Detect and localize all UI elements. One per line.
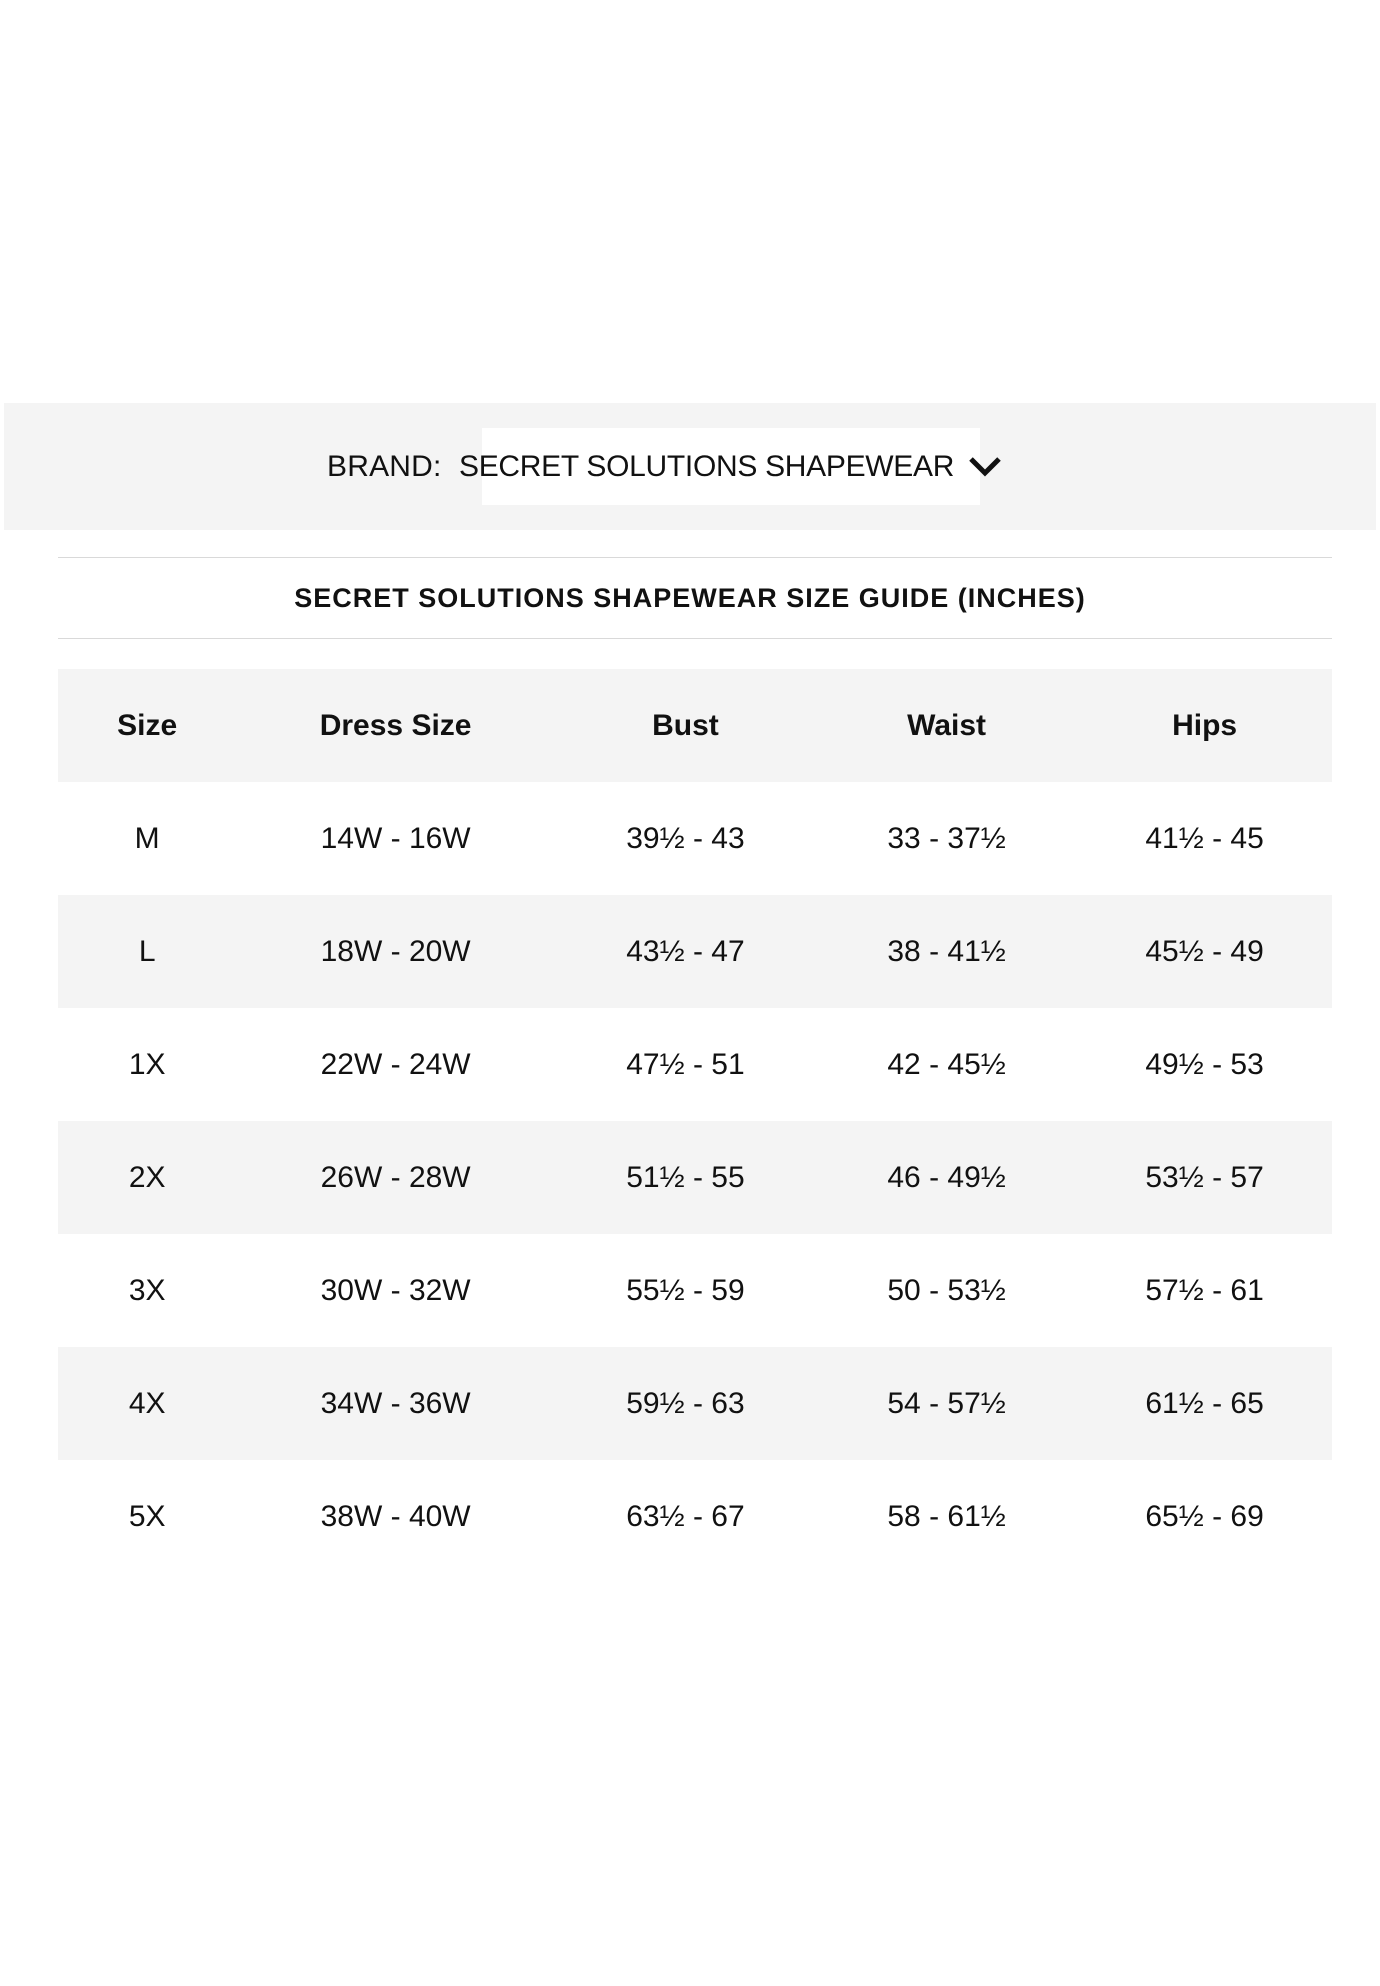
cell-hips: 53½ - 57 <box>1145 1160 1264 1194</box>
col-header-hips: Hips <box>1077 669 1332 782</box>
cell-bust: 39½ - 43 <box>626 821 745 855</box>
col-header-waist: Waist <box>816 669 1077 782</box>
size-table-body <box>58 782 1332 1573</box>
cell-waist: 42 - 45½ <box>887 1047 1006 1081</box>
cell-dress-size: 30W - 32W <box>320 1273 471 1307</box>
col-header-bust: Bust <box>555 669 816 782</box>
cell-bust: 47½ - 51 <box>626 1047 745 1081</box>
cell-bust: 59½ - 63 <box>626 1386 745 1420</box>
cell-size: 5X <box>128 1499 166 1533</box>
table-row <box>58 1347 1332 1460</box>
table-row <box>58 1460 1332 1573</box>
cell-size: 3X <box>128 1273 166 1307</box>
cell-size: 1X <box>128 1047 166 1081</box>
cell-waist: 54 - 57½ <box>887 1386 1006 1420</box>
cell-bust: 55½ - 59 <box>626 1273 745 1307</box>
size-guide-title-row <box>0 558 1380 638</box>
cell-dress-size: 22W - 24W <box>320 1047 471 1081</box>
size-table <box>58 669 1332 1573</box>
cell-bust: 51½ - 55 <box>626 1160 745 1194</box>
chevron-down-icon <box>968 456 1002 478</box>
cell-dress-size: 26W - 28W <box>320 1160 471 1194</box>
size-table-header <box>58 669 1332 782</box>
cell-waist: 46 - 49½ <box>887 1160 1006 1194</box>
brand-select-value: SECRET SOLUTIONS SHAPEWEAR <box>459 449 955 483</box>
cell-hips: 57½ - 61 <box>1145 1273 1264 1307</box>
table-row <box>58 782 1332 895</box>
cell-dress-size: 14W - 16W <box>320 821 471 855</box>
cell-hips: 49½ - 53 <box>1145 1047 1264 1081</box>
cell-waist: 50 - 53½ <box>887 1273 1006 1307</box>
cell-size: 4X <box>128 1386 166 1420</box>
brand-select[interactable] <box>459 428 980 505</box>
cell-waist: 58 - 61½ <box>887 1499 1006 1533</box>
col-header-size: Size <box>58 669 236 782</box>
brand-bar <box>4 403 1376 530</box>
top-whitespace <box>0 0 1380 403</box>
size-table-container <box>58 669 1332 1573</box>
cell-hips: 61½ - 65 <box>1145 1386 1264 1420</box>
cell-size: 2X <box>128 1160 166 1194</box>
cell-dress-size: 18W - 20W <box>320 934 471 968</box>
table-row <box>58 1234 1332 1347</box>
size-guide-divider-bottom <box>58 638 1332 639</box>
cell-hips: 65½ - 69 <box>1145 1499 1264 1533</box>
header-row <box>58 669 1332 782</box>
cell-hips: 41½ - 45 <box>1145 821 1264 855</box>
cell-size: L <box>138 934 156 968</box>
cell-bust: 43½ - 47 <box>626 934 745 968</box>
brand-label: BRAND: <box>327 449 442 483</box>
table-row <box>58 895 1332 1008</box>
cell-bust: 63½ - 67 <box>626 1499 745 1533</box>
cell-hips: 45½ - 49 <box>1145 934 1264 968</box>
col-header-dress-size: Dress Size <box>236 669 555 782</box>
cell-waist: 33 - 37½ <box>887 821 1006 855</box>
size-guide-title: SECRET SOLUTIONS SHAPEWEAR SIZE GUIDE (INCHES) <box>294 582 1086 613</box>
table-row <box>58 1121 1332 1234</box>
cell-dress-size: 38W - 40W <box>320 1499 471 1533</box>
table-row <box>58 1008 1332 1121</box>
cell-size: M <box>134 821 160 855</box>
cell-dress-size: 34W - 36W <box>320 1386 471 1420</box>
cell-waist: 38 - 41½ <box>887 934 1006 968</box>
